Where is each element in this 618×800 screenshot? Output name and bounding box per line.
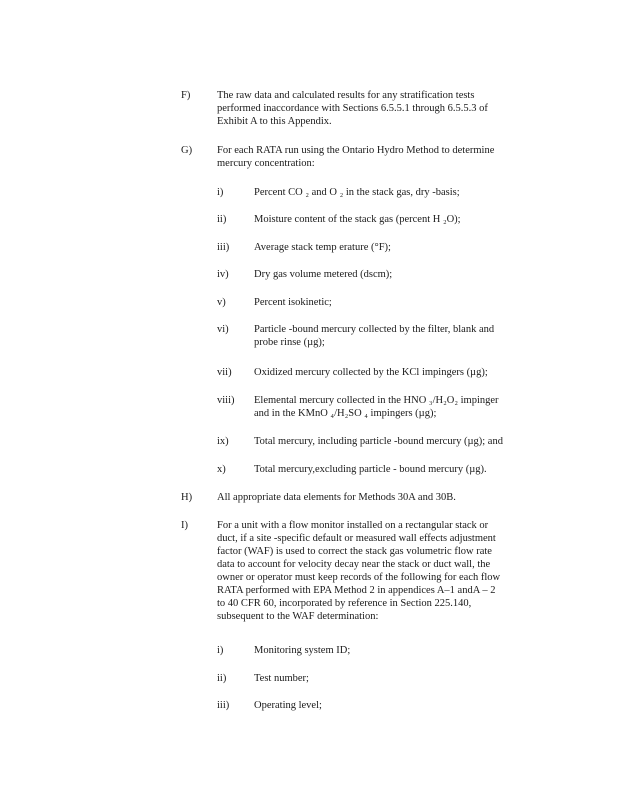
text-line: RATA performed with EPA Method 2 in appendices A–1 andA – 2 <box>217 585 496 596</box>
text-line: The raw data and calculated results for any stratification tests <box>217 90 475 101</box>
subitem-label: i) <box>217 187 224 198</box>
text-line: Percent isokinetic; <box>254 297 332 308</box>
subitem-label: iii) <box>217 700 230 711</box>
item-text-f <box>217 89 529 128</box>
subitem-label: ix) <box>217 436 229 447</box>
text-line: Total mercury,excluding particle - bound mercury (µg). <box>254 464 487 475</box>
item-label-h: H) <box>181 492 193 503</box>
text-line: Average stack temp erature (°F); <box>254 242 391 253</box>
subitem-label: vi) <box>217 324 229 335</box>
text-line: probe rinse (µg); <box>254 337 325 348</box>
subitem-label: iv) <box>217 269 229 280</box>
subitem-text <box>254 699 322 712</box>
text-line: mercury concentration: <box>217 158 315 169</box>
subitem-label: viii) <box>217 395 235 406</box>
subitem-text <box>254 268 392 281</box>
item-text-h <box>217 491 456 504</box>
subitem-text <box>254 296 332 309</box>
text-line: and in the KMnO ₄/H₂SO ₄ impingers (µg); <box>254 408 437 419</box>
subitem-text <box>254 463 487 476</box>
item-text-g <box>217 144 529 170</box>
text-line: duct, if a site -specific default or measured wall effects adjustment <box>217 533 496 544</box>
subitem-label: iii) <box>217 242 230 253</box>
text-line: performed inaccordance with Sections 6.5.5.1 through 6.5.5.3 of <box>217 103 488 114</box>
text-line: subsequent to the WAF determination: <box>217 611 379 622</box>
text-line: Total mercury, including particle -bound mercury (µg); and <box>254 436 503 447</box>
text-line: to 40 CFR 60, incorporated by reference in Section 225.140, <box>217 598 472 609</box>
subitem-text <box>254 394 499 420</box>
text-line: Monitoring system ID; <box>254 645 351 656</box>
subitem-text <box>254 241 391 254</box>
item-label-f: F) <box>181 90 191 101</box>
text-line: Operating level; <box>254 700 322 711</box>
text-line: Oxidized mercury collected by the KCl impingers (µg); <box>254 367 488 378</box>
text-line: Elemental mercury collected in the HNO ₃/H₂O₂ impinger <box>254 395 499 406</box>
subitem-label: i) <box>217 645 224 656</box>
text-line: owner or operator must keep records of the following for each flow <box>217 572 501 583</box>
subitem-label: vii) <box>217 367 232 378</box>
item-label-i: I) <box>181 520 188 531</box>
text-line: Percent CO ₂ and O ₂ in the stack gas, dry -basis; <box>254 187 460 198</box>
text-line: For each RATA run using the Ontario Hydro Method to determine <box>217 145 495 156</box>
text-line: All appropriate data elements for Methods 30A and 30B. <box>217 492 456 503</box>
text-line: Moisture content of the stack gas (percent H ₂O); <box>254 214 461 225</box>
subitem-text <box>254 213 461 226</box>
text-line: For a unit with a flow monitor installed on a rectangular stack or <box>217 520 489 531</box>
text-line: Test number; <box>254 673 309 684</box>
subitem-label: x) <box>217 464 226 475</box>
subitem-text <box>254 435 503 448</box>
text-line: factor (WAF) is used to correct the stack gas volumetric flow rate <box>217 546 492 557</box>
text-line: Particle -bound mercury collected by the filter, blank and <box>254 324 495 335</box>
subitem-label: ii) <box>217 214 227 225</box>
subitem-text <box>254 644 350 657</box>
subitem-label: v) <box>217 297 226 308</box>
subitem-text <box>254 323 494 349</box>
subitem-text <box>254 186 460 199</box>
subitem-text <box>254 672 309 685</box>
text-line: Dry gas volume metered (dscm); <box>254 269 393 280</box>
item-label-g: G) <box>181 145 193 156</box>
item-text-i <box>217 519 500 623</box>
text-line: Exhibit A to this Appendix. <box>217 116 332 127</box>
subitem-label: ii) <box>217 673 227 684</box>
text-line: data to account for velocity decay near the stack or duct wall, the <box>217 559 491 570</box>
subitem-text <box>254 366 488 379</box>
